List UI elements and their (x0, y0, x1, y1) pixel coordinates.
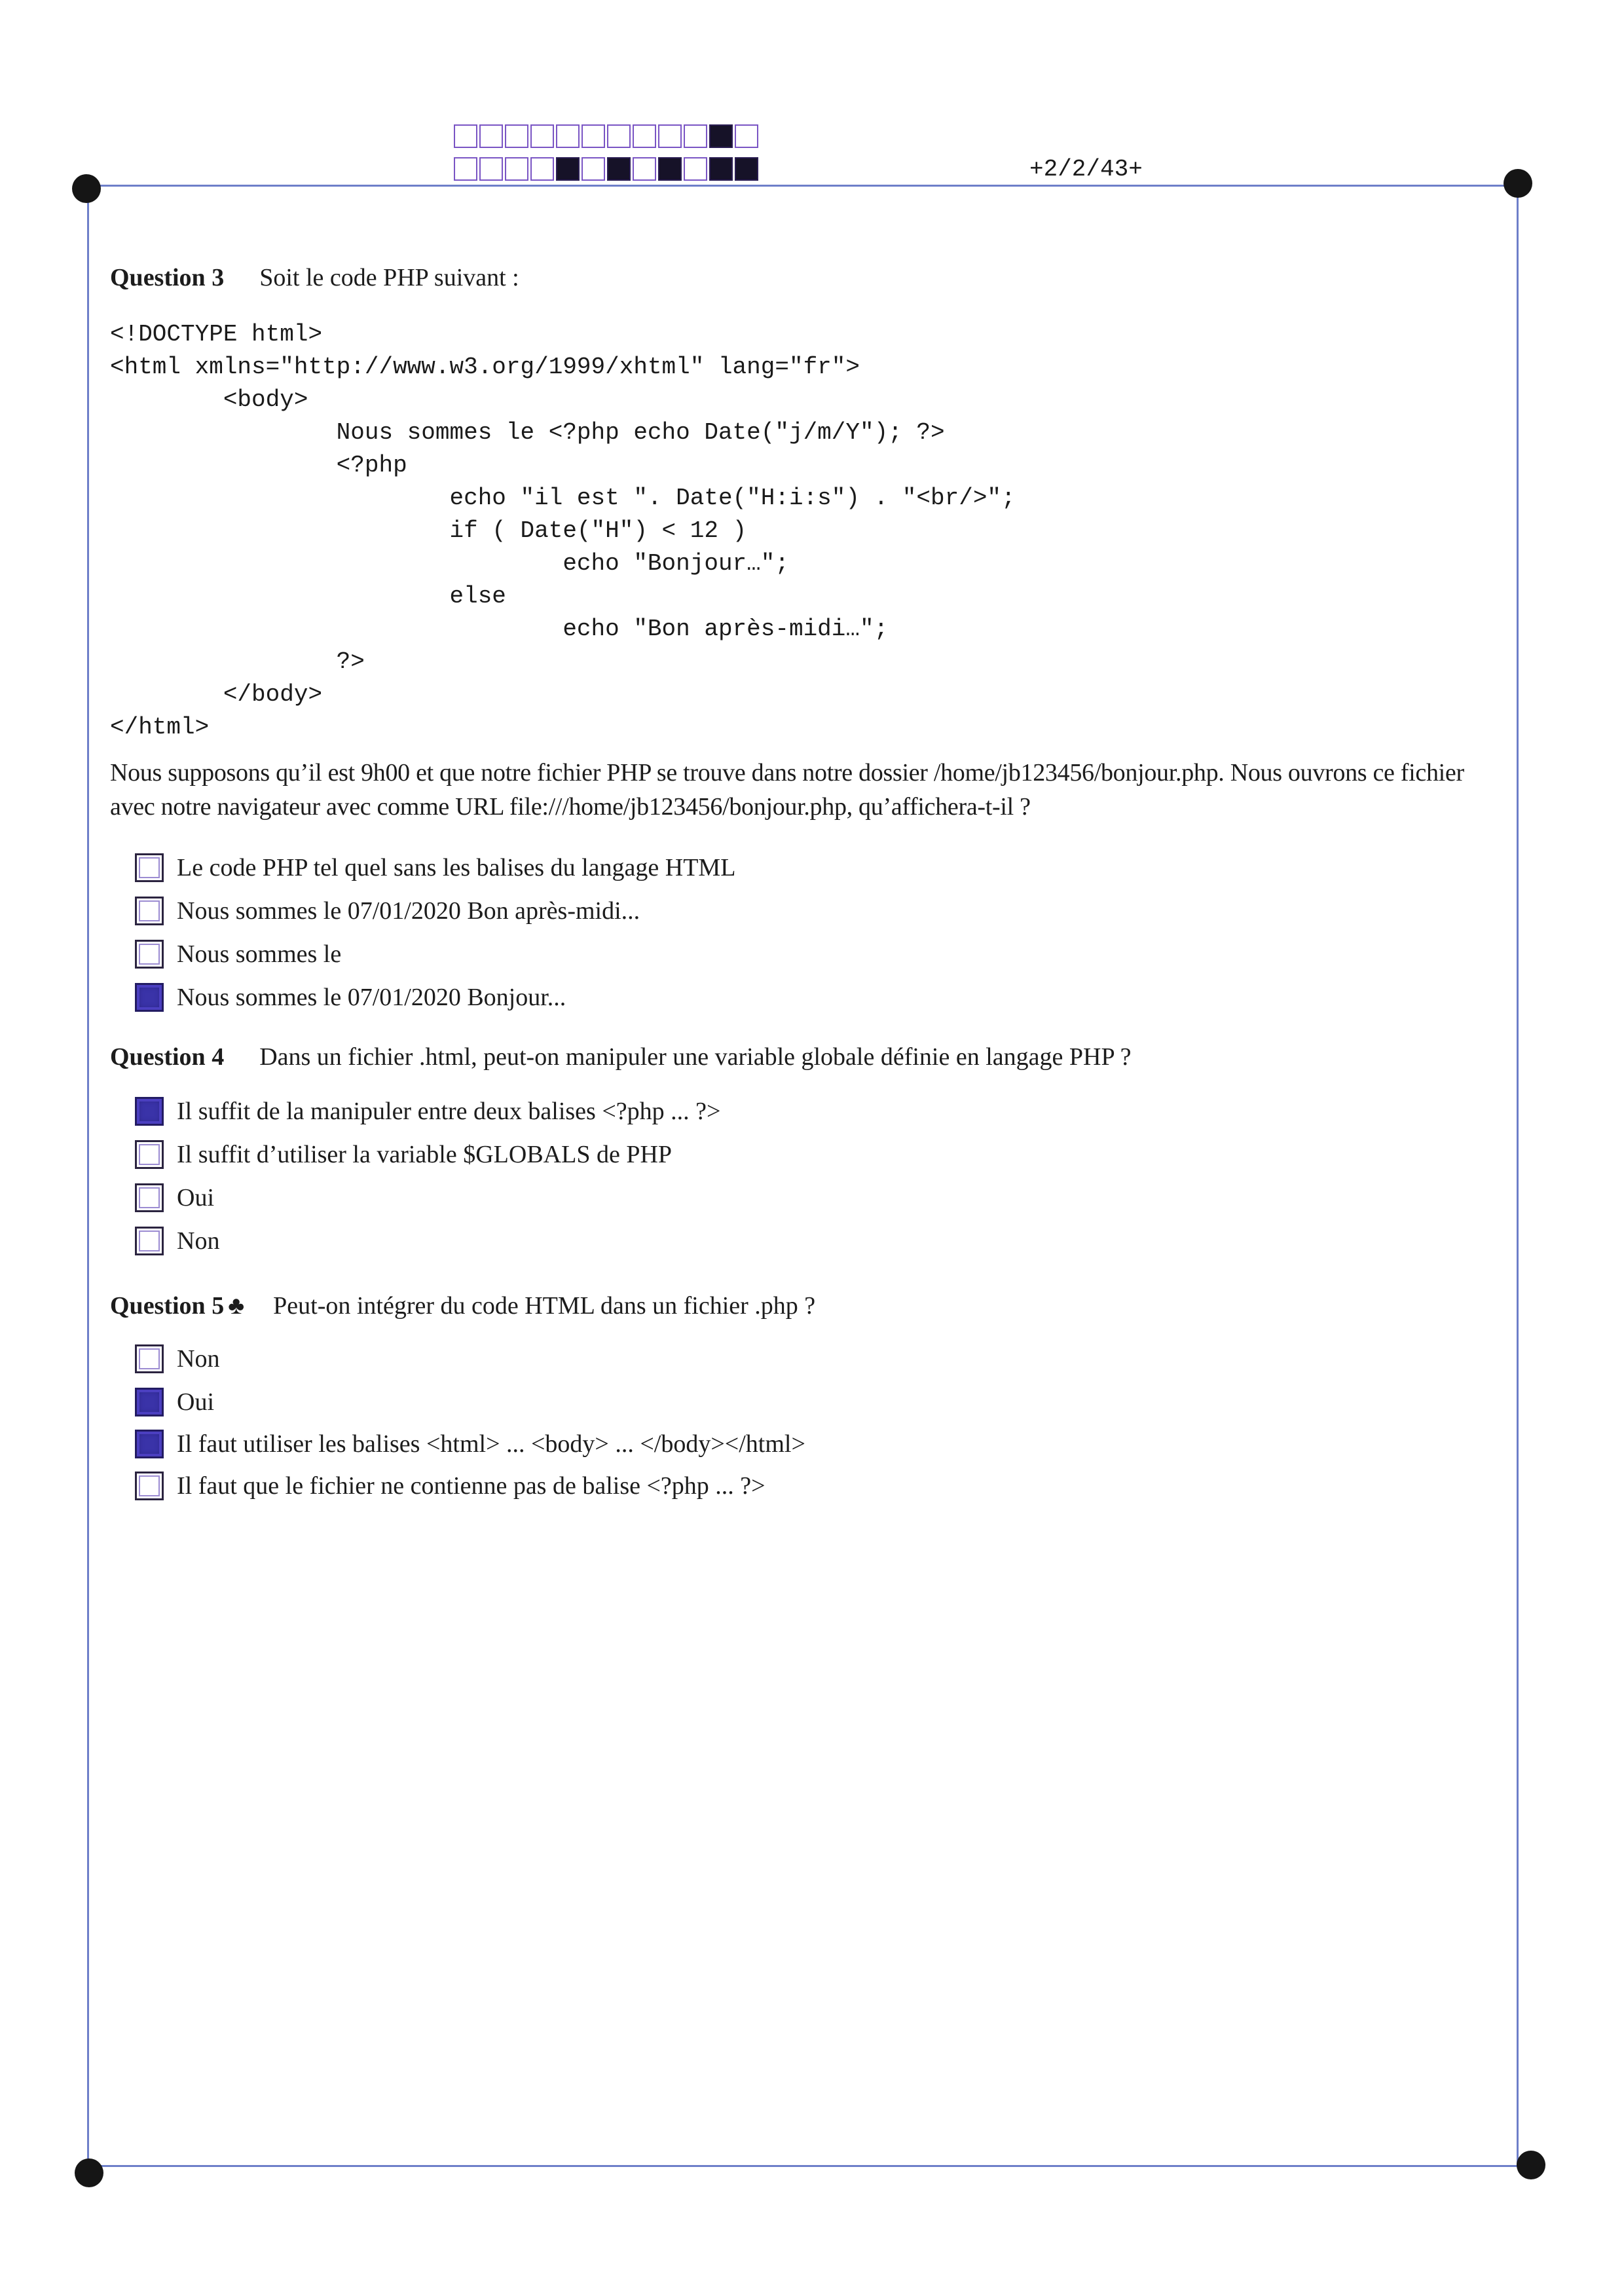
id-box (709, 157, 733, 181)
code-line: ?> (110, 648, 365, 675)
id-box (530, 124, 554, 148)
id-box (454, 157, 477, 181)
id-box (581, 124, 605, 148)
question-4-heading (110, 1043, 1132, 1071)
checkbox[interactable] (135, 940, 164, 969)
question-3-label: Question 3 (110, 264, 225, 291)
checked-checkbox[interactable] (135, 1430, 164, 1458)
checkbox[interactable] (135, 853, 164, 882)
answer-choice[interactable] (135, 981, 566, 1014)
id-box (556, 124, 580, 148)
checked-checkbox[interactable] (135, 983, 164, 1012)
php-code-block (110, 318, 1016, 744)
answer-choice-label: Il suffit d’utiliser la variable $GLOBALS de PHP (177, 1141, 673, 1168)
code-line: </body> (110, 681, 323, 708)
answer-choice[interactable] (135, 895, 640, 927)
frame-left-line (87, 186, 89, 2166)
club-icon: ♣ (228, 1292, 245, 1320)
page-number: +2/2/43+ (1029, 156, 1143, 183)
id-box (607, 124, 631, 148)
code-line: echo "Bon après-midi…"; (110, 616, 889, 642)
question-5-text: Peut-on intégrer du code HTML dans un fichier .php ? (273, 1292, 816, 1320)
answer-choice-label: Il suffit de la manipuler entre deux balises <?php ... ?> (177, 1098, 721, 1125)
code-line: echo "il est ". Date("H:i:s") . "<br/>"; (110, 485, 1016, 511)
answer-choice-label: Nous sommes le (177, 940, 342, 968)
id-box (684, 157, 707, 181)
corner-dot-bottom-left (75, 2158, 103, 2187)
id-box (556, 157, 580, 181)
answer-choice[interactable] (135, 851, 735, 884)
id-box (735, 157, 758, 181)
answer-choice[interactable] (135, 1386, 214, 1418)
checkbox[interactable] (135, 1140, 164, 1169)
answer-choice-label: Non (177, 1345, 220, 1373)
answer-choice-label: Nous sommes le 07/01/2020 Bonjour... (177, 984, 566, 1011)
answer-choice[interactable] (135, 1095, 720, 1128)
question-5-label: Question 5 (110, 1292, 225, 1320)
id-box (735, 124, 758, 148)
id-box (479, 124, 503, 148)
checkbox[interactable] (135, 897, 164, 925)
id-box (505, 157, 528, 181)
code-line: <html xmlns="http://www.w3.org/1999/xhtml" lang="fr"> (110, 354, 860, 380)
student-id-boxes-row-2 (454, 157, 760, 183)
code-line: else (110, 583, 506, 610)
answer-choice[interactable] (135, 1225, 219, 1257)
frame-bottom-line (89, 2165, 1527, 2167)
corner-dot-top-left (72, 174, 101, 203)
question-4-label: Question 4 (110, 1043, 225, 1071)
id-box (658, 124, 682, 148)
answer-choice[interactable] (135, 1428, 805, 1460)
code-line: </html> (110, 714, 210, 741)
id-box (479, 157, 503, 181)
id-box (633, 124, 656, 148)
answer-choice-label: Oui (177, 1388, 214, 1416)
question-5-heading (110, 1291, 815, 1320)
code-line: if ( Date("H") < 12 ) (110, 517, 747, 544)
answer-choice-label: Non (177, 1227, 220, 1255)
id-box (581, 157, 605, 181)
checkbox[interactable] (135, 1227, 164, 1255)
answer-choice[interactable] (135, 1138, 672, 1171)
student-id-boxes-row-1 (454, 124, 760, 151)
code-line: <!DOCTYPE html> (110, 321, 323, 348)
answer-choice-label: Il faut utiliser les balises <html> ... <body> ... </body></html> (177, 1430, 805, 1458)
answer-choice[interactable] (135, 1470, 766, 1502)
checked-checkbox[interactable] (135, 1097, 164, 1126)
id-box (454, 124, 477, 148)
corner-dot-bottom-right (1517, 2151, 1545, 2179)
code-line: Nous sommes le <?php echo Date("j/m/Y"); ?> (110, 419, 945, 446)
id-box (684, 124, 707, 148)
code-line: echo "Bonjour…"; (110, 550, 789, 577)
answer-choice-label: Le code PHP tel quel sans les balises du langage HTML (177, 854, 736, 881)
id-box (607, 157, 631, 181)
corner-dot-top-right (1504, 169, 1532, 198)
id-box (658, 157, 682, 181)
checkbox[interactable] (135, 1344, 164, 1373)
frame-right-line (1517, 183, 1519, 2166)
question-3-text: Soit le code PHP suivant : (259, 264, 519, 291)
question-3-paragraph: Nous supposons qu’il est 9h00 et que notre fichier PHP se trouve dans notre dossier /home/jb123456/bonjour.php. Nous ouvrons ce fichier avec notre navigateur avec comme URL file:///home/jb123456/bonjour.php, qu’affichera-t-il ? (110, 759, 1464, 821)
checkbox[interactable] (135, 1472, 164, 1500)
answer-choice[interactable] (135, 1181, 214, 1214)
id-box (505, 124, 528, 148)
checked-checkbox[interactable] (135, 1388, 164, 1416)
answer-choice[interactable] (135, 1342, 219, 1375)
id-box (709, 124, 733, 148)
code-line: <?php (110, 452, 407, 479)
answer-choice-label: Oui (177, 1184, 214, 1212)
id-box (633, 157, 656, 181)
question-4-text: Dans un fichier .html, peut-on manipuler une variable globale définie en langage PHP ? (259, 1043, 1132, 1071)
checkbox[interactable] (135, 1183, 164, 1212)
question-3-heading (110, 263, 519, 292)
id-box (530, 157, 554, 181)
frame-top-line (88, 185, 1519, 187)
answer-choice-label: Il faut que le fichier ne contienne pas de balise <?php ... ?> (177, 1472, 766, 1500)
answer-choice-label: Nous sommes le 07/01/2020 Bon après-midi... (177, 897, 640, 925)
code-line: <body> (110, 386, 308, 413)
answer-choice[interactable] (135, 938, 341, 971)
